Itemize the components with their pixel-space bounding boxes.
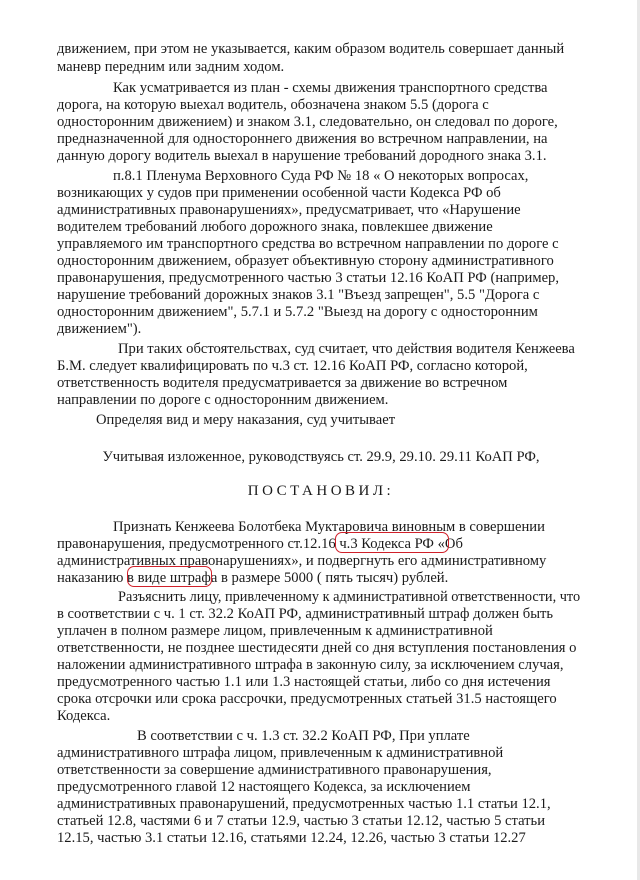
text-line: нарушение требований дорожных знаков 3.1 "Въезд запрещен", 5.5 "Дорога с bbox=[57, 287, 540, 303]
section-heading: ПОСТАНОВИЛ: bbox=[247, 483, 395, 499]
text-line: движением"). bbox=[57, 321, 142, 337]
text-line: Определяя вид и меру наказания, суд учитывает bbox=[96, 412, 396, 428]
text-line: односторонним движением", 5.7.1 и 5.7.2 "Выезд на дорогу с односторонним bbox=[57, 304, 538, 320]
text-line: наложении административного штрафа в законную силу, за исключением случая, bbox=[57, 657, 564, 673]
text-line: предназначенной для одностороннего движения во встречном направлении, на bbox=[57, 131, 548, 147]
text-line: Б.М. следует квалифицировать по ч.3 ст. 12.16 КоАП РФ, согласно которой, bbox=[57, 358, 528, 374]
text-line: уплачен в полном размере лицом, привлеченным к административной bbox=[57, 623, 493, 639]
text-line: Признать Кенжеева Болотбека Муктаровича виновным в совершении bbox=[113, 519, 545, 535]
text-line: дорога, на которую выехал водитель, обозначена знаком 5.5 (дорога с bbox=[57, 97, 489, 113]
text-line: предусмотренного частью 1.1 или 1.3 настоящей статьи, либо со дня истечения bbox=[57, 674, 551, 690]
text-line: ответственность водителя предусматривается за движение во встречном bbox=[57, 375, 508, 391]
text-line: 12.15, частью 3.1 статьи 12.16, статьями 12.24, 12.26, частью 3 статьи 12.27 bbox=[57, 830, 526, 846]
text-line: возникающих у судов при применении особенной части Кодекса РФ об bbox=[57, 185, 501, 201]
text-line: Кодекса. bbox=[57, 708, 111, 724]
text-line: управляемого им транспортного средства во встречном направлении по дороге с bbox=[57, 236, 559, 252]
text-line: данную дорогу водитель выехал в нарушение требований дородного знака 3.1. bbox=[57, 148, 547, 164]
text-line: предусмотренного главой 12 настоящего Кодекса, за исключением bbox=[57, 779, 471, 795]
text-line: правонарушения, предусмотренного частью 3 статьи 12.16 КоАП РФ (например, bbox=[57, 270, 559, 286]
text-line: В соответствии с ч. 1.3 ст. 32.2 КоАП РФ, При уплате bbox=[137, 728, 470, 744]
text-line: правонарушения, предусмотренного ст.12.16 ч.3 Кодекса РФ «Об bbox=[57, 536, 463, 552]
text-line: статьей 12.8, частями 6 и 7 статьи 12.9, частью 3 статьи 12.12, частью 5 статьи bbox=[57, 813, 546, 829]
text-line: маневр передним или задним ходом. bbox=[57, 59, 285, 75]
text-line: При таких обстоятельствах, суд считает, что действия водителя Кенжеева bbox=[118, 341, 575, 357]
text-line: Как усматривается из план - схемы движения транспортного средства bbox=[113, 80, 548, 96]
text-line: односторонним движением) и знаком 3.1, следовательно, он следовал по дороге, bbox=[57, 114, 558, 130]
article-highlight-mark bbox=[335, 532, 449, 553]
text-line: односторонним движением, образует объективную сторону административного bbox=[57, 253, 554, 269]
text-line: водителем требований любого дорожного знака, повлекшее движение bbox=[57, 219, 493, 235]
text-line: административных правонарушений, предусмотренных частью 1.1 статьи 12.1, bbox=[57, 796, 551, 812]
text-line: административных правонарушениях», предусматривает, что «Нарушение bbox=[57, 202, 521, 218]
text-line: ответственности за совершение административного правонарушения, bbox=[57, 762, 492, 778]
text-line: административного штрафа лицом, привлеченным к административной bbox=[57, 745, 504, 761]
text-line: направлении по дороге с односторонним движением. bbox=[57, 392, 389, 408]
fine-highlight-mark bbox=[127, 566, 212, 587]
text-line: срока отсрочки или срока рассрочки, предусмотренных статьей 31.5 настоящего bbox=[57, 691, 557, 707]
text-line: ответственности, не позднее шестидесяти дней со дня вступления постановления о bbox=[57, 640, 577, 656]
text-line: наказанию в виде штрафа в размере 5000 ( пять тысяч) рублей. bbox=[57, 570, 449, 586]
text-line: в соответствии с ч. 1 ст. 32.2 КоАП РФ, административный штраф должен быть bbox=[57, 606, 554, 622]
text-line: административных правонарушениях», и подвергнуть его административному bbox=[57, 553, 547, 569]
text-line: Учитывая изложенное, руководствуясь ст. 29.9, 29.10. 29.11 КоАП РФ, bbox=[102, 449, 540, 465]
text-line: Разъяснить лицу, привлеченному к административной ответственности, что bbox=[118, 589, 581, 605]
text-line: п.8.1 Пленума Верховного Суда РФ № 18 « О некоторых вопросах, bbox=[113, 168, 529, 184]
text-line: движением, при этом не указывается, каким образом водитель совершает данный bbox=[57, 41, 565, 57]
